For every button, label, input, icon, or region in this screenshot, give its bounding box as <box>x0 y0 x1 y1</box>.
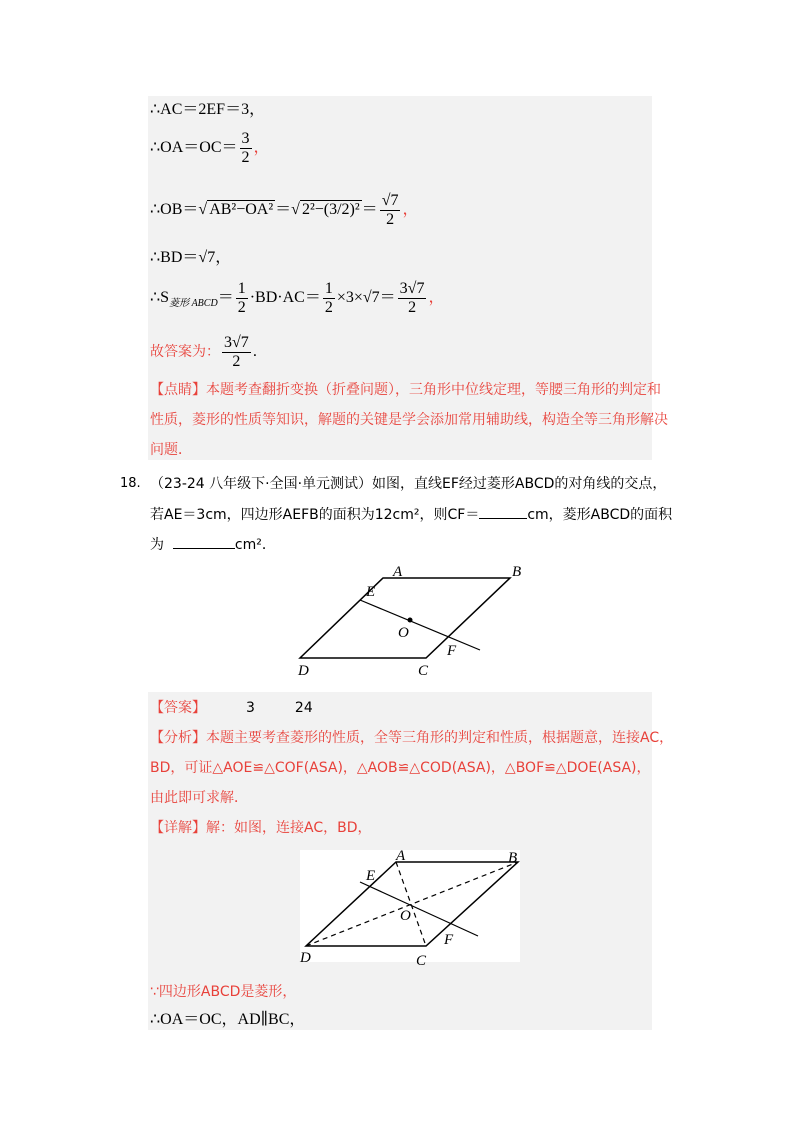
line-ef <box>360 600 480 650</box>
l3-eq: ＝ <box>361 201 378 218</box>
sqrt-icon: √ <box>198 201 208 218</box>
answer-value-1: 3 <box>246 700 255 716</box>
l5-suffix: ， <box>428 289 445 306</box>
l5-mid2: ×3×√7＝ <box>336 289 396 306</box>
solution-line-5 <box>150 276 444 326</box>
question-line-3 <box>150 534 276 555</box>
step-line-1: ∵四边形ABCD是菱形， <box>150 984 297 1000</box>
question-line-2b: cm，菱形ABCD的面积 <box>527 507 673 523</box>
l2-fraction <box>240 130 252 167</box>
l3-mid: ＝ <box>275 201 292 218</box>
label-d: D <box>298 663 309 679</box>
l5-half-num: 1 <box>237 279 246 297</box>
detail-line <box>150 818 372 838</box>
l5-half-2 <box>323 280 335 317</box>
l5-half2-num: 1 <box>324 279 333 297</box>
l2-num: 3 <box>241 129 250 147</box>
analysis-line-3: 由此即可求解． <box>150 790 248 806</box>
l2-prefix: ∴OA＝OC＝ <box>150 139 238 156</box>
answer-line <box>150 330 267 374</box>
solution-line-4: ∴BD＝√7， <box>150 249 232 266</box>
answer-num: 3√7 <box>224 333 249 351</box>
diagonal-ac <box>396 862 426 946</box>
answer-suffix: ． <box>252 344 267 360</box>
question-line-3b: cm²． <box>234 537 276 553</box>
rhombus-figure <box>290 562 522 686</box>
l3-suffix: ， <box>402 201 419 218</box>
l3-radicand-1: AB²−OA² <box>209 201 274 218</box>
label-a: A <box>393 564 403 580</box>
label-o-2: O <box>400 908 411 924</box>
answer-blank-2[interactable] <box>173 534 235 549</box>
label-e: E <box>366 584 376 600</box>
comment-line-2: 性质，菱形的性质等知识，解题的关键是学会添加常用辅助线，构造全等三角形解决 <box>150 412 668 428</box>
label-b-2: B <box>508 850 518 866</box>
l3-fraction <box>380 192 401 229</box>
l3-den: 2 <box>386 210 395 228</box>
solution-line-2 <box>150 128 270 168</box>
answer-blank-1[interactable] <box>479 504 527 519</box>
line-ef-2 <box>360 882 478 936</box>
l5-half <box>236 280 248 317</box>
label-o: O <box>398 625 409 641</box>
label-e-2: E <box>366 868 376 884</box>
label-a-2: A <box>396 848 406 864</box>
answer-den: 2 <box>232 352 241 370</box>
label-f-2: F <box>444 932 454 948</box>
point-o-dot <box>408 618 413 623</box>
question-line-3a: 为 <box>150 537 164 553</box>
answer-tag: 【答案】 <box>150 700 206 716</box>
label-d-2: D <box>300 950 311 966</box>
l5-sub: 菱形 ABCD <box>169 298 218 310</box>
label-c-2: C <box>416 953 427 969</box>
detail-text: 解：如图，连接AC，BD， <box>206 820 372 836</box>
l3-prefix: ∴OB＝ <box>150 201 199 218</box>
label-c: C <box>418 663 429 679</box>
comment-line-1: 【点睛】本题考查翻折变换（折叠问题），三角形中位线定理，等腰三角形的判定和 <box>150 382 661 398</box>
l5-mid: ·BD·AC＝ <box>249 289 321 306</box>
l5-half-den: 2 <box>237 298 246 316</box>
solution-line-1: ∴AC＝2EF＝3， <box>150 101 266 118</box>
l3-num: √7 <box>381 191 399 209</box>
answer-fraction <box>222 334 251 371</box>
l5-half2-den: 2 <box>324 298 333 316</box>
comment-line-3: 问题． <box>150 442 192 458</box>
l5-res-den: 2 <box>408 298 417 316</box>
label-b: B <box>512 564 522 580</box>
rhombus-figure-2 <box>298 848 522 968</box>
l5-prefix: ∴S <box>150 289 170 306</box>
answer-label: 故答案为： <box>150 344 220 360</box>
question-line-2 <box>150 504 672 525</box>
solution-line-3 <box>150 188 418 232</box>
label-f: F <box>447 643 457 659</box>
l5-eq: ＝ <box>217 289 234 306</box>
step-line-2: ∴OA＝OC，AD∥BC， <box>150 1011 306 1028</box>
l5-res-num: 3√7 <box>399 279 425 297</box>
diagonal-bd <box>306 862 518 946</box>
rhombus-shape <box>300 578 510 658</box>
sqrt-icon: √ <box>291 201 300 218</box>
question-number: 18. <box>120 476 141 491</box>
question-line-1: （23-24 八年级下·全国·单元测试）如图，直线EF经过菱形ABCD的对角线的交点， <box>150 476 667 492</box>
answer-value-2: 24 <box>294 700 313 716</box>
l3-radicand-2: 2²−(3/2)² <box>301 201 360 218</box>
question-line-2a: 若AE＝3cm，四边形AEFB的面积为12cm²，则CF＝ <box>150 507 480 523</box>
analysis-line-2: BD，可证△AOE≌△COF(ASA)，△AOB≌△COD(ASA)，△BOF≌△DOE(ASA)， <box>150 760 651 776</box>
detail-tag: 【详解】 <box>150 820 206 836</box>
l2-suffix: ， <box>253 139 270 156</box>
l2-den: 2 <box>241 148 250 166</box>
answer-row <box>150 698 313 718</box>
l5-result <box>398 280 427 317</box>
analysis-line-1: 【分析】本题主要考查菱形的性质，全等三角形的判定和性质，根据题意，连接AC， <box>150 730 674 746</box>
